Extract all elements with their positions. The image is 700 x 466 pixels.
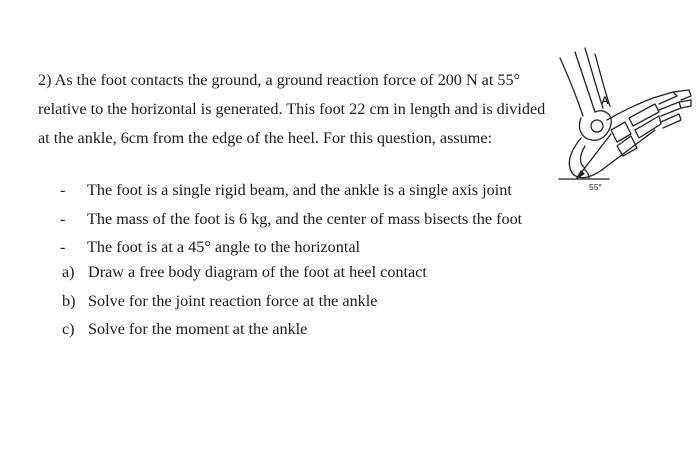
part-text: Solve for the moment at the ankle bbox=[88, 320, 308, 338]
heel-inner bbox=[581, 146, 586, 168]
toe-outline bbox=[661, 114, 681, 128]
part-text: Draw a free body diagram of the foot at heel contact bbox=[88, 263, 427, 281]
assumption-text: The foot is a single rigid beam, and the ankle is a single axis joint bbox=[87, 181, 512, 199]
ankle-joint bbox=[579, 111, 611, 141]
tarsal-bone bbox=[611, 122, 631, 142]
toe-outline bbox=[653, 92, 677, 104]
assumption-text: The foot is at a 45° angle to the horizontal bbox=[87, 238, 361, 256]
question-parts-list bbox=[62, 258, 427, 344]
foot-diagram bbox=[555, 38, 695, 203]
question-part bbox=[62, 315, 427, 344]
question-part bbox=[62, 287, 427, 316]
part-marker: c) bbox=[62, 320, 75, 338]
metatarsal-bone bbox=[629, 104, 659, 126]
assumption-text: The mass of the foot is 6 kg, and the center of mass bisects the foot bbox=[87, 209, 523, 228]
angle-label: 55° bbox=[589, 182, 602, 192]
part-marker: b) bbox=[62, 291, 76, 310]
bullet-dash: - bbox=[60, 181, 66, 199]
part-marker: a) bbox=[62, 263, 75, 281]
assumption-item bbox=[60, 176, 522, 205]
problem-intro: 2) As the foot contacts the ground, a ground reaction force of 200 N at 55° relative to the horizontal is generated. This foot 22 cm in length and is divided at the ankle, 6cm from the edge of the heel. For this question, assume: bbox=[38, 71, 546, 147]
assumption-item bbox=[60, 205, 522, 234]
part-text: Solve for the joint reaction force at the ankle bbox=[88, 291, 378, 310]
assumptions-list bbox=[60, 176, 522, 262]
question-part bbox=[62, 258, 427, 287]
ankle-joint-circle bbox=[591, 120, 603, 132]
joint-label: A bbox=[601, 95, 609, 107]
heel-outline bbox=[569, 138, 607, 178]
bullet-dash: - bbox=[60, 238, 66, 256]
bullet-dash: - bbox=[60, 209, 66, 228]
